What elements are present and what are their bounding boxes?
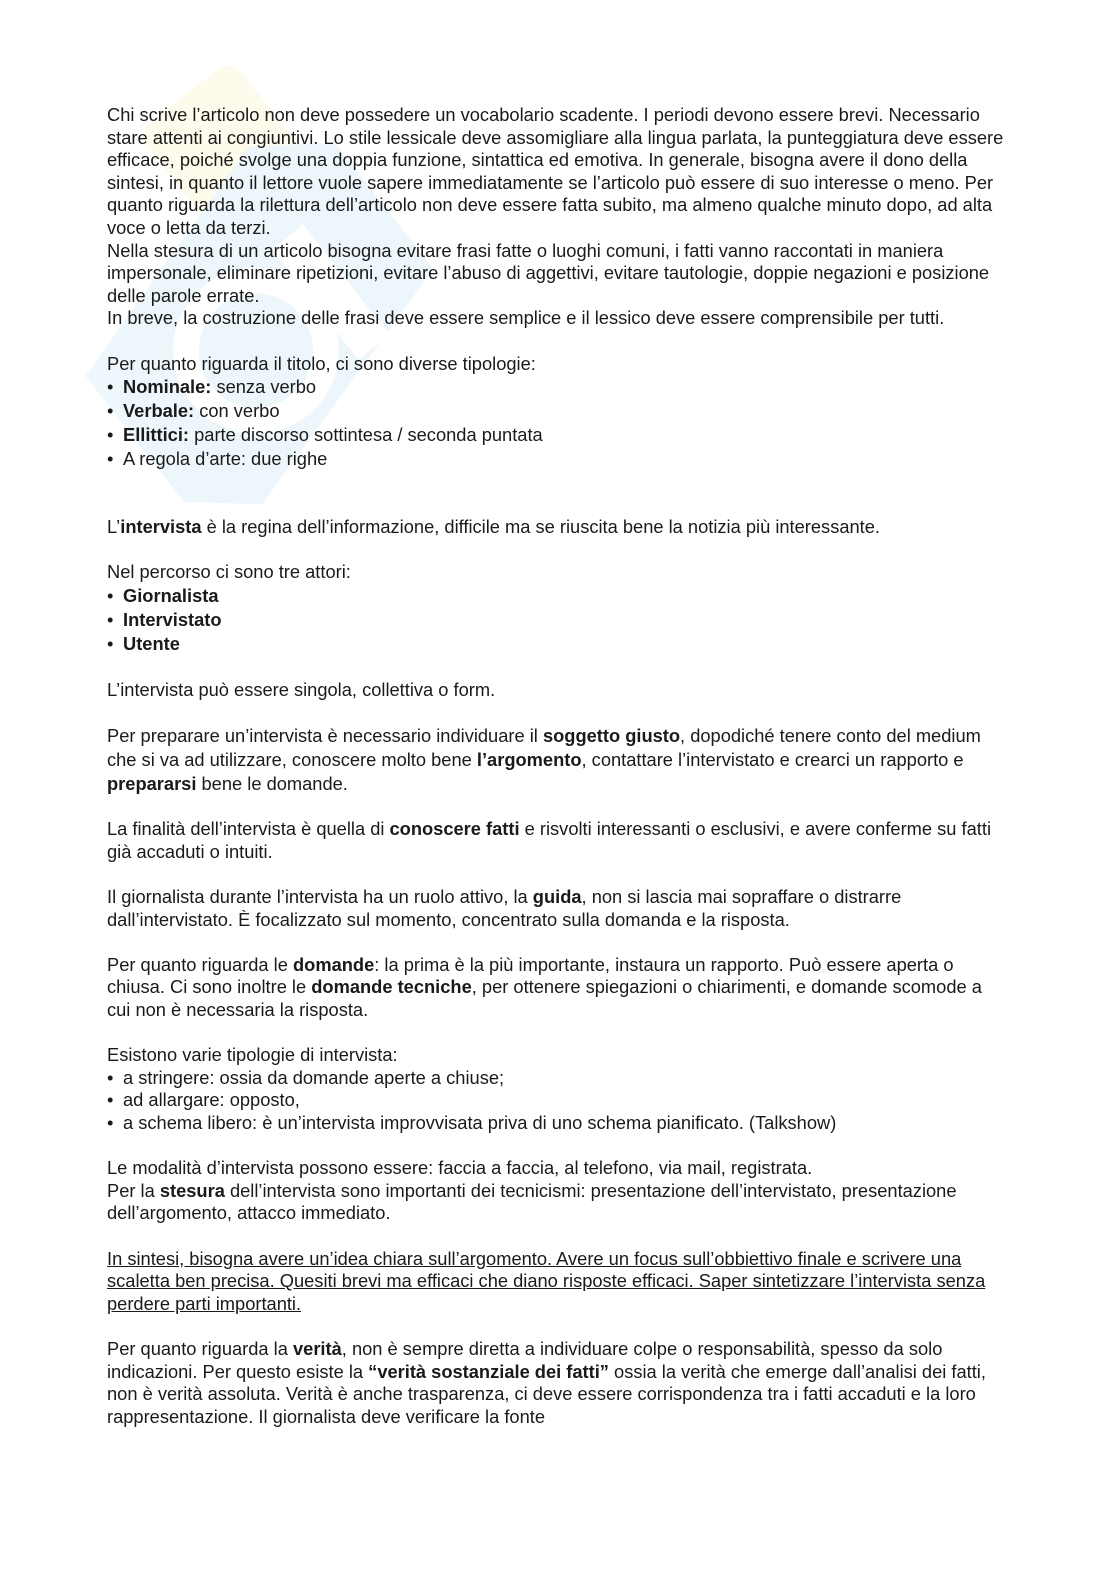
tipologie-list: [107, 1067, 1007, 1135]
paragraph-sintesi: In sintesi, bisogna avere un’idea chiara sull’argomento. Avere un focus sull’obbiettivo finale e scrivere una scaletta ben precisa. Quesiti brevi ma efficaci che diano risposte efficaci. Saper sintetizzare l’intervista senza perdere parti importanti.: [107, 1247, 986, 1314]
list-item: • Giornalista: [107, 584, 1007, 608]
paragraph-stesura-articolo: Nella stesura di un articolo bisogna evitare frasi fatte o luoghi comuni, i fatti vanno raccontati in maniera impersonale, eliminare ripetizioni, evitare l’abuso di aggettivi, evitare tautologie, doppie negazioni e posizione delle parole errate.: [107, 239, 990, 306]
attori-list: [107, 584, 1007, 656]
list-item: • Utente: [107, 632, 1007, 656]
list-item: • Verbale: con verbo: [107, 399, 1007, 423]
paragraph-singola: L’intervista può essere singola, collettiva o form.: [107, 678, 496, 700]
list-item: • a schema libero: è un’intervista improvvisata priva di uno schema pianificato. (Talkshow): [107, 1112, 1007, 1135]
paragraph-stesura-intervista: Per la stesura dell’intervista sono importanti dei tecnicismi: presentazione dell’intervistato, presentazione dell’argomento, attacco immediato.: [107, 1179, 957, 1224]
paragraph-giornalista: Il giornalista durante l’intervista ha un ruolo attivo, la guida, non si lascia mai sopraffare o distrarre dall’intervistato. È focalizzato sul momento, concentrato sulla domanda e la risposta.: [107, 886, 902, 930]
paragraph-modalita: Le modalità d’intervista possono essere: faccia a faccia, al telefono, via mail, registrata.: [107, 1157, 813, 1179]
paragraph-finalita: La finalità dell’intervista è quella di conoscere fatti e risvolti interessanti o esclusivi, e avere conferme su fatti già accaduti o intuiti.: [107, 818, 992, 862]
list-item: • a stringere: ossia da domande aperte a chiuse;: [107, 1067, 1007, 1090]
titoli-intro: Per quanto riguarda il titolo, ci sono diverse tipologie:: [107, 352, 536, 374]
list-item: • Ellittici: parte discorso sottintesa / seconda puntata: [107, 423, 1007, 447]
list-item: • A regola d’arte: due righe: [107, 447, 1007, 471]
list-item: • ad allargare: opposto,: [107, 1089, 1007, 1112]
list-item: • Intervistato: [107, 608, 1007, 632]
list-item: • Nominale: senza verbo: [107, 375, 1007, 399]
tipologie-intro: Esistono varie tipologie di intervista:: [107, 1044, 398, 1066]
attori-intro: Nel percorso ci sono tre attori:: [107, 561, 351, 583]
paragraph-verita: Per quanto riguarda la verità, non è sempre diretta a individuare colpe o responsabilità, spesso da solo indicazioni. Per questo esiste la “verità sostanziale dei fatti” ossia la verità che emerge dall’analisi dei fatti, non è verità assoluta. Verità è anche trasparenza, ci deve essere corrispondenza tra i fatti accaduti e la loro rappresentazione. Il giornalista deve verificare la fonte: [107, 1337, 986, 1427]
paragraph-lessico: Chi scrive l’articolo non deve possedere un vocabolario scadente. I periodi devono essere brevi. Necessario stare attenti ai congiuntivi. Lo stile lessicale deve assomigliare alla lingua parlata, la punteggiatura deve essere efficace, poiché svolge una doppia funzione, sintattica ed emotiva. In generale, bisogna avere il dono della sintesi, in quanto il lettore vuole sapere immediatamente se l’articolo può essere di suo interesse o meno. Per quanto riguarda la rilettura dell’articolo non deve essere fatta subito, ma almeno qualche minuto dopo, ad alta voce o letta da terzi.: [107, 104, 1004, 238]
paragraph-in-breve: In breve, la costruzione delle frasi deve essere semplice e il lessico deve essere comprensibile per tutti.: [107, 307, 945, 329]
titoli-list: [107, 375, 1007, 471]
paragraph-domande: Per quanto riguarda le domande: la prima è la più importante, instaura un rapporto. Può essere aperta o chiusa. Ci sono inoltre le domande tecniche, per ottenere spiegazioni o chiarimenti, e domande scomode a cui non è necessaria la risposta.: [107, 953, 982, 1021]
paragraph-preparare: Per preparare un’intervista è necessario individuare il soggetto giusto, dopodiché tenere conto del medium che si va ad utilizzare, conoscere molto bene l’argomento, contattare l’intervistato e crearci un rapporto e prepararsi bene le domande.: [107, 724, 981, 794]
paragraph-intervista: L’intervista è la regina dell’informazione, difficile ma se riuscita bene la notizia più interessante.: [107, 516, 880, 538]
document-page: [107, 104, 1007, 1428]
